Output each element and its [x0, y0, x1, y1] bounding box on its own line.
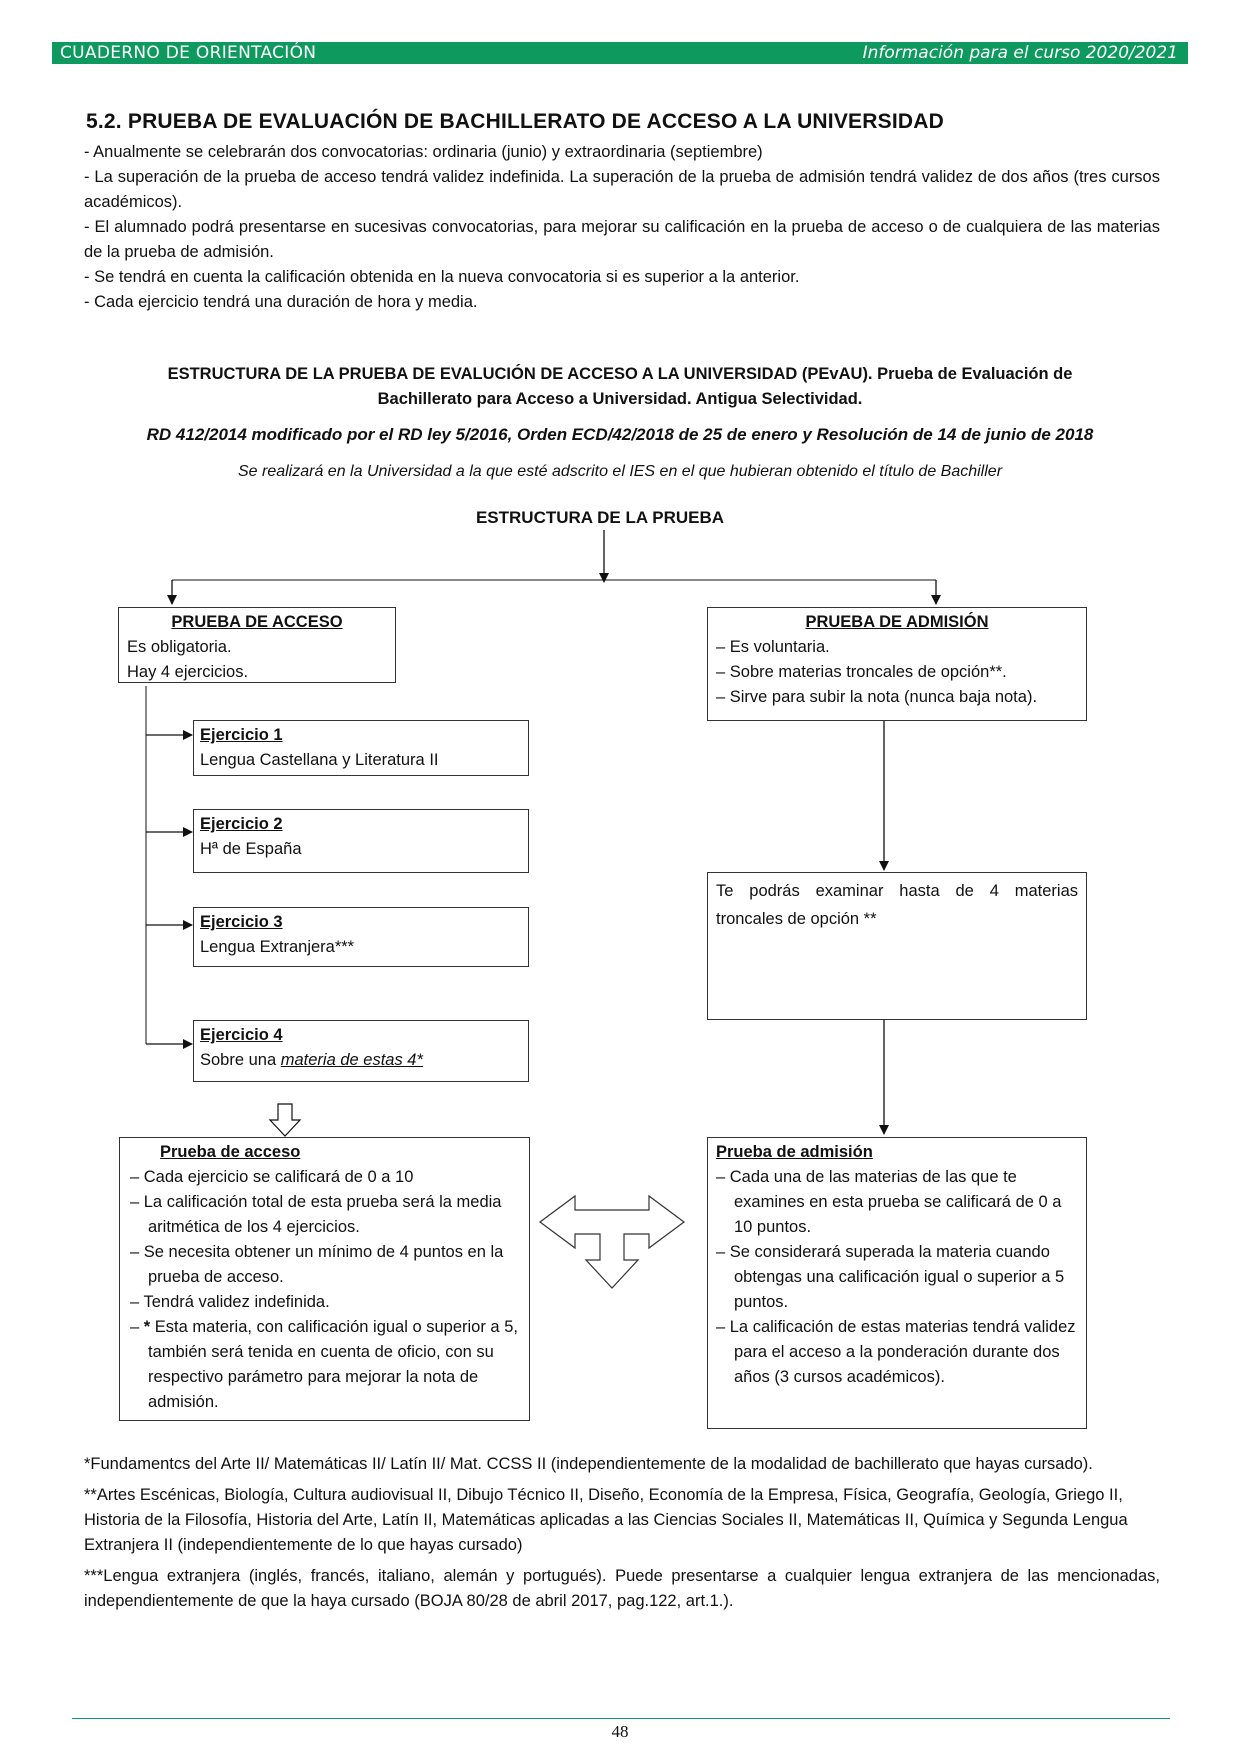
intro-paragraph: - La superación de la prueba de acceso tendrá validez indefinida. La superación de la prueba de admisión tendrá validez de dos años (tres cursos académicos). — [84, 168, 1160, 211]
admision-item: – Sirve para subir la nota (nunca baja nota). — [716, 688, 1038, 706]
ejercicio-desc — [200, 1048, 522, 1073]
admision-result-title: Prueba de admisión — [716, 1143, 873, 1161]
intro-paragraph: - El alumnado podrá presentarse en sucesivas convocatorias, para mejorar su calificación en la prueba de acceso o de cualquiera de las materias de la prueba de admisión. — [84, 218, 1160, 261]
section-title: 5.2. PRUEBA DE EVALUACIÓN DE BACHILLERATO DE ACCESO A LA UNIVERSIDAD — [86, 110, 944, 133]
location-note: Se realizará en la Universidad a la que esté adscrito el IES en el que hubieran obtenido el título de Bachiller — [237, 463, 1003, 480]
footnote: *Fundamentcs del Arte II/ Matemáticas II/ Latín II/ Mat. CCSS II (independientemente de la modalidad de bachillerato que hayas cursado). — [84, 1455, 1093, 1473]
diagram-title: ESTRUCTURA DE LA PRUEBA — [475, 508, 725, 527]
acceso-result-item: – Cada ejercicio se calificará de 0 a 10 — [130, 1168, 414, 1186]
acceso-line1: Es obligatoria. — [127, 638, 232, 656]
acceso-result-star: * — [143, 1318, 151, 1336]
intro-paragraph: - Anualmente se celebrarán dos convocatorias: ordinaria (junio) y extraordinaria (septiembre) — [84, 143, 763, 161]
ejercicio-2-box — [193, 809, 529, 873]
ejercicio-desc: Lengua Castellana y Literatura II — [200, 751, 439, 769]
admision-result-list — [716, 1165, 1078, 1390]
footer-rule — [72, 1718, 1170, 1719]
acceso-line2: Hay 4 ejercicios. — [127, 663, 249, 681]
hollow-down-arrow — [270, 1104, 300, 1136]
admision-title: PRUEBA DE ADMISIÓN — [805, 613, 989, 631]
legal-reference: RD 412/2014 modificado por el RD ley 5/2016, Orden ECD/42/2018 de 25 de enero y Resolución de 14 de junio de 2018 — [146, 425, 1094, 444]
ejercicio-1-box — [193, 720, 529, 776]
intro-paragraph: - Se tendrá en cuenta la calificación obtenida en la nueva convocatoria si es superior a la anterior. — [84, 268, 800, 286]
admision-box — [707, 607, 1087, 721]
acceso-result-item: – Se necesita obtener un mínimo de 4 puntos en la prueba de acceso. — [130, 1243, 504, 1286]
structure-title-line2: Bachillerato para Acceso a Universidad. Antigua Selectividad. — [377, 390, 863, 408]
admision-item: – Es voluntaria. — [716, 638, 830, 656]
ejercicio-title: Ejercicio 1 — [200, 726, 283, 744]
ejercicio-4-box — [193, 1020, 529, 1082]
intro-paragraph: - Cada ejercicio tendrá una duración de hora y media. — [84, 293, 478, 311]
acceso-box — [118, 607, 396, 683]
footnote: **Artes Escénicas, Biología, Cultura audiovisual II, Dibujo Técnico II, Diseño, Economía de la Empresa, Física, Geografía, Geología, Griego II, Historia de la Filosofía, Historia del Arte, Latín II, Matemáticas aplicadas a las Ciencias Sociales II, Matemáticas II, Química y Segunda Lengua Extranjera II (independientemente de lo que hayas cursado) — [84, 1486, 1128, 1554]
ejercicio-3-box — [193, 907, 529, 967]
footnote: ***Lengua extranjera (inglés, francés, italiano, alemán y portugués). Puede presentarse a cualquier lengua extranjera de las mencionadas, independientemente de que la haya cursado (BOJA 80/28 de abril 2017, pag.122, art.1.). — [84, 1567, 1160, 1610]
materias-link[interactable]: materia de estas 4* — [280, 1051, 423, 1069]
ejercicio-title: Ejercicio 4 — [200, 1026, 283, 1044]
header-left-title: CUADERNO DE ORIENTACIÓN — [60, 43, 317, 63]
examinar-text: Te podrás examinar hasta de 4 materias troncales de opción ** — [716, 882, 1078, 928]
structure-title-line1: ESTRUCTURA DE LA PRUEBA DE EVALUCIÓN DE ACCESO A LA UNIVERSIDAD (PEvAU). Prueba de Evaluación de — [167, 365, 1073, 383]
admision-result-box — [707, 1137, 1087, 1429]
ejercicio-desc-prefix: Sobre una — [200, 1051, 281, 1069]
acceso-result-item: – Tendrá validez indefinida. — [130, 1293, 330, 1311]
acceso-result-item: – La calificación total de esta prueba será la media aritmética de los 4 ejercicios. — [130, 1193, 502, 1236]
bidirectional-down-arrow — [540, 1196, 684, 1288]
admision-result-item: – La calificación de estas materias tendrá validez para el acceso a la ponderación durante dos años (3 cursos académicos). — [716, 1318, 1076, 1386]
acceso-result-title: Prueba de acceso — [160, 1143, 301, 1161]
page-number: 48 — [611, 1722, 629, 1741]
admision-item: – Sobre materias troncales de opción**. — [716, 663, 1007, 681]
examinar-box — [707, 872, 1087, 1020]
acceso-result-last-text: Esta materia, con calificación igual o superior a 5, también será tenida en cuenta de oficio, con su respectivo parámetro para mejorar la nota de admisión. — [148, 1318, 518, 1411]
ejercicio-title: Ejercicio 2 — [200, 815, 283, 833]
ejercicio-title: Ejercicio 3 — [200, 913, 283, 931]
acceso-title: PRUEBA DE ACCESO — [171, 613, 343, 631]
acceso-result-dash: – — [130, 1318, 144, 1336]
admision-result-item: – Cada una de las materias de las que te examines en esta prueba se calificará de 0 a 10 puntos. — [716, 1168, 1062, 1236]
acceso-result-item — [130, 1315, 519, 1415]
footnotes — [84, 1452, 1160, 1620]
acceso-result-box — [119, 1137, 530, 1421]
admision-result-item: – Se considerará superada la materia cuando obtengas una calificación igual o superior a 5 puntos. — [716, 1243, 1065, 1311]
acceso-result-list — [130, 1165, 519, 1415]
ejercicio-desc: Hª de España — [200, 840, 302, 858]
ejercicio-desc: Lengua Extranjera*** — [200, 938, 355, 956]
header-right-title: Información para el curso 2020/2021 — [862, 43, 1178, 63]
